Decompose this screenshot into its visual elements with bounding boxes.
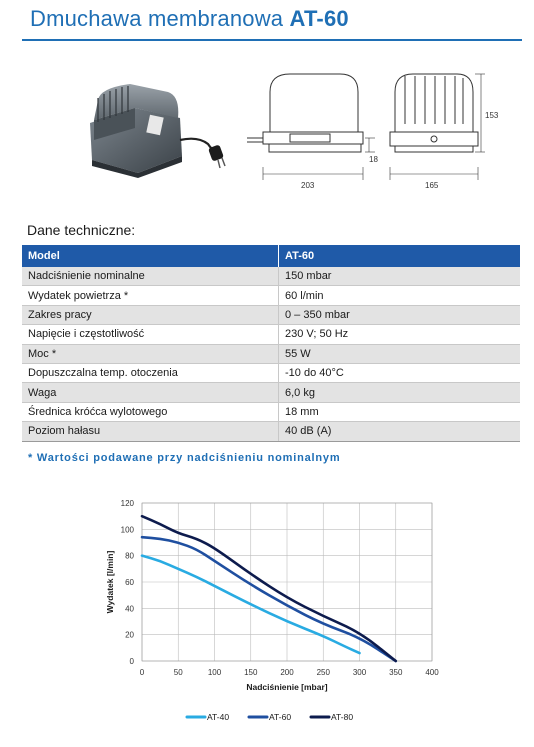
spec-value: 40 dB (A) xyxy=(279,422,521,441)
spec-label: Moc * xyxy=(22,344,279,363)
y-axis-label: Wydatek [l/min] xyxy=(105,550,115,614)
x-tick-label: 350 xyxy=(389,668,403,677)
table-row xyxy=(22,286,520,305)
table-row xyxy=(22,383,520,402)
spec-label: Średnica króćca wylotowego xyxy=(22,402,279,421)
x-tick-label: 0 xyxy=(139,668,145,677)
spec-value: 55 W xyxy=(279,344,521,363)
page-title xyxy=(30,6,349,32)
table-row xyxy=(22,305,520,324)
y-tick-label: 120 xyxy=(120,499,134,508)
spec-value: 150 mbar xyxy=(279,267,521,286)
y-tick-label: 20 xyxy=(125,630,134,640)
specs-header-row xyxy=(22,245,520,267)
x-tick-label: 100 xyxy=(207,668,222,677)
title-regular: Dmuchawa membranowa xyxy=(30,6,284,31)
x-tick-label: 400 xyxy=(425,668,439,677)
y-tick-label: 40 xyxy=(125,604,134,614)
table-row xyxy=(22,422,520,441)
legend-label-at-60: AT-60 xyxy=(269,712,292,722)
spec-value: 230 V; 50 Hz xyxy=(279,325,521,344)
dim-width: 165 xyxy=(425,181,439,190)
spec-value: 6,0 kg xyxy=(279,383,521,402)
spec-value: 0 – 350 mbar xyxy=(279,305,521,324)
y-tick-label: 100 xyxy=(120,525,134,535)
section-heading: Dane techniczne: xyxy=(27,222,136,238)
spec-label: Waga xyxy=(22,383,279,402)
title-divider xyxy=(22,39,522,41)
title-model: AT-60 xyxy=(289,6,349,31)
y-tick-label: 80 xyxy=(125,551,134,561)
legend-label-at-40: AT-40 xyxy=(207,712,230,722)
dim-height: 153 xyxy=(485,111,499,120)
dim-foot: 18 xyxy=(369,155,378,164)
y-tick-label: 60 xyxy=(125,578,134,587)
legend-label-at-80: AT-80 xyxy=(331,712,354,722)
spec-value: 60 l/min xyxy=(279,286,521,305)
x-tick-label: 50 xyxy=(173,668,183,677)
table-row xyxy=(22,402,520,421)
x-tick-label: 300 xyxy=(352,668,367,677)
table-row xyxy=(22,267,520,286)
blower-photo xyxy=(80,78,230,178)
specs-table xyxy=(22,245,520,442)
series-line-at-80 xyxy=(142,516,396,661)
spec-label: Wydatek powietrza * xyxy=(22,286,279,305)
header-model-label: Model xyxy=(22,245,279,267)
spec-label: Nadciśnienie nominalne xyxy=(22,267,279,286)
table-row xyxy=(22,325,520,344)
table-row xyxy=(22,363,520,382)
technical-drawing xyxy=(245,62,530,202)
x-axis-label: Nadciśnienie [mbar] xyxy=(246,682,328,692)
x-tick-label: 200 xyxy=(280,668,294,677)
footnote: * Wartości podawane przy nadciśnieniu nominalnym xyxy=(28,452,341,464)
y-tick-label: 0 xyxy=(129,657,134,666)
x-tick-label: 150 xyxy=(244,668,258,677)
spec-label: Zakres pracy xyxy=(22,305,279,324)
spec-label: Napięcie i częstotliwość xyxy=(22,325,279,344)
header-model-value: AT-60 xyxy=(279,245,521,267)
x-tick-label: 250 xyxy=(316,668,330,677)
spec-label: Poziom hałasu xyxy=(22,422,279,441)
spec-label: Dopuszczalna temp. otoczenia xyxy=(22,363,279,382)
table-row xyxy=(22,344,520,363)
performance-chart xyxy=(95,495,455,740)
dim-length: 203 xyxy=(301,181,315,190)
spec-value: 18 mm xyxy=(279,402,521,421)
spec-value: -10 do 40°C xyxy=(279,363,521,382)
